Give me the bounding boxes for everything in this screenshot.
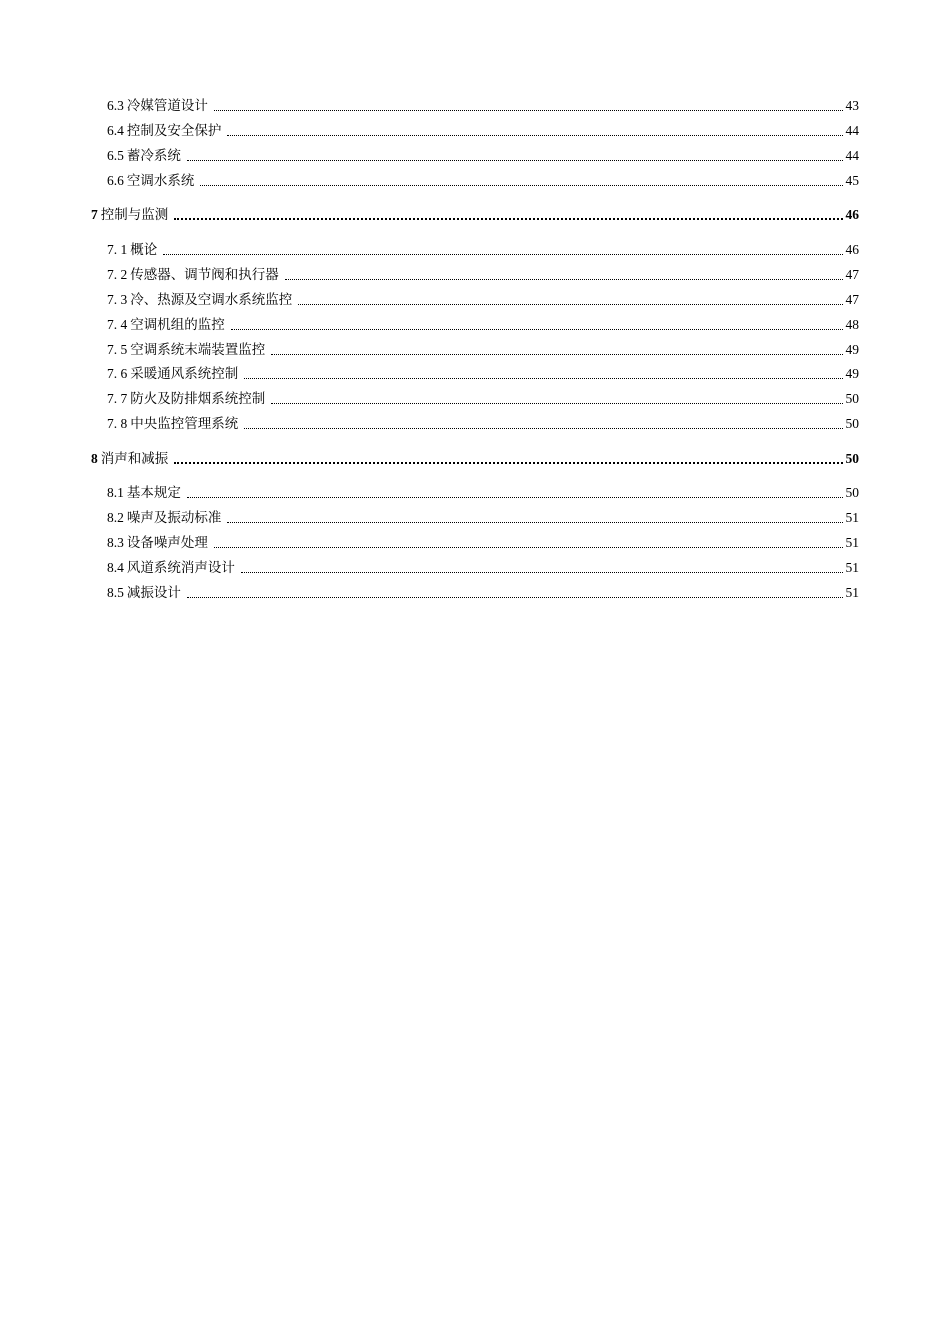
toc-title: 噪声及振动标准 xyxy=(126,510,222,526)
toc-number: 7. 4 xyxy=(107,317,128,332)
toc-entry-7-5[interactable] xyxy=(107,338,859,358)
toc-entry-8-4[interactable] xyxy=(107,556,859,576)
toc-entry-7-4[interactable] xyxy=(107,313,859,333)
toc-number: 7. 2 xyxy=(107,267,128,282)
toc-number: 6.6 xyxy=(107,173,124,188)
toc-page-number: 46 xyxy=(845,242,859,257)
toc-chapter-8[interactable] xyxy=(91,447,859,467)
toc-title: 控制与监测 xyxy=(100,207,169,223)
toc-number: 7. 3 xyxy=(107,292,128,307)
toc-page-number: 48 xyxy=(845,317,859,332)
toc-page-number: 47 xyxy=(845,267,859,282)
toc-number: 8 xyxy=(91,451,98,466)
toc-page-number: 44 xyxy=(845,123,859,138)
toc-number: 7 xyxy=(91,207,98,222)
toc-entry-8-5[interactable] xyxy=(107,581,859,601)
toc-title: 概论 xyxy=(130,242,158,258)
dot-leader xyxy=(241,572,843,573)
dot-leader xyxy=(174,218,842,220)
toc-page-number: 49 xyxy=(845,366,859,381)
toc-entry-6-3[interactable] xyxy=(107,94,859,114)
toc-entry-7-8[interactable] xyxy=(107,412,859,432)
toc-title: 减振设计 xyxy=(126,585,181,601)
toc-title: 空调系统末端装置监控 xyxy=(130,342,266,358)
toc-number: 7. 7 xyxy=(107,391,128,406)
dot-leader xyxy=(271,354,842,355)
toc-entry-6-6[interactable] xyxy=(107,169,859,189)
toc-entry-7-3[interactable] xyxy=(107,288,859,308)
toc-title: 冷、热源及空调水系统监控 xyxy=(130,292,293,308)
toc-entry-8-2[interactable] xyxy=(107,506,859,526)
toc-number: 6.5 xyxy=(107,148,124,163)
toc-number: 8.3 xyxy=(107,535,124,550)
toc-page-number: 47 xyxy=(845,292,859,307)
toc-title: 传感器、调节阀和执行器 xyxy=(130,267,279,283)
toc-number: 7. 1 xyxy=(107,242,128,257)
toc-title: 采暖通风系统控制 xyxy=(130,366,239,382)
dot-leader xyxy=(214,110,843,111)
toc-page-number: 46 xyxy=(845,207,859,222)
toc-number: 8.4 xyxy=(107,560,124,575)
toc-title: 风道系统消声设计 xyxy=(126,560,235,576)
toc-page-number: 43 xyxy=(845,98,859,113)
toc-chapter-7[interactable] xyxy=(91,203,859,223)
dot-leader xyxy=(163,254,842,255)
dot-leader xyxy=(244,378,842,379)
dot-leader xyxy=(187,497,843,498)
dot-leader xyxy=(244,428,842,429)
toc-entry-7-1[interactable] xyxy=(107,238,859,258)
toc-page-number: 50 xyxy=(845,416,859,431)
toc-page-number: 51 xyxy=(845,510,859,525)
toc-number: 7. 5 xyxy=(107,342,128,357)
dot-leader xyxy=(200,185,842,186)
toc-title: 消声和减振 xyxy=(100,451,169,467)
toc-title: 控制及安全保护 xyxy=(126,123,222,139)
toc-entry-7-7[interactable] xyxy=(107,387,859,407)
toc-page-number: 51 xyxy=(845,535,859,550)
toc-number: 8.2 xyxy=(107,510,124,525)
dot-leader xyxy=(227,135,842,136)
toc-number: 8.1 xyxy=(107,485,124,500)
toc-page-number: 44 xyxy=(845,148,859,163)
toc-title: 防火及防排烟系统控制 xyxy=(130,391,266,407)
toc-title: 设备噪声处理 xyxy=(126,535,208,551)
toc-title: 蓄冷系统 xyxy=(126,148,181,164)
toc-entry-6-4[interactable] xyxy=(107,119,859,139)
toc-entry-7-2[interactable] xyxy=(107,263,859,283)
dot-leader xyxy=(174,462,842,464)
toc-entry-8-1[interactable] xyxy=(107,481,859,501)
toc-number: 7. 6 xyxy=(107,366,128,381)
toc-number: 7. 8 xyxy=(107,416,128,431)
toc-page-number: 50 xyxy=(845,391,859,406)
toc-title: 空调机组的监控 xyxy=(130,317,225,333)
dot-leader xyxy=(231,329,843,330)
toc-page-number: 51 xyxy=(845,560,859,575)
toc-page-number: 49 xyxy=(845,342,859,357)
toc-page-number: 45 xyxy=(845,173,859,188)
toc-entry-7-6[interactable] xyxy=(107,362,859,382)
toc-page-number: 50 xyxy=(845,485,859,500)
toc-entry-6-5[interactable] xyxy=(107,144,859,164)
dot-leader xyxy=(298,304,842,305)
toc-page-number: 51 xyxy=(845,585,859,600)
dot-leader xyxy=(285,279,843,280)
toc-title: 空调水系统 xyxy=(126,173,195,189)
toc-title: 基本规定 xyxy=(126,485,181,501)
toc-number: 6.4 xyxy=(107,123,124,138)
toc-page-number: 50 xyxy=(845,451,859,466)
dot-leader xyxy=(214,547,843,548)
dot-leader xyxy=(271,403,842,404)
dot-leader xyxy=(227,522,842,523)
toc-title: 中央监控管理系统 xyxy=(130,416,239,432)
dot-leader xyxy=(187,597,843,598)
toc-title: 冷媒管道设计 xyxy=(126,98,208,114)
toc-entry-8-3[interactable] xyxy=(107,531,859,551)
toc-number: 6.3 xyxy=(107,98,124,113)
toc-number: 8.5 xyxy=(107,585,124,600)
dot-leader xyxy=(187,160,843,161)
